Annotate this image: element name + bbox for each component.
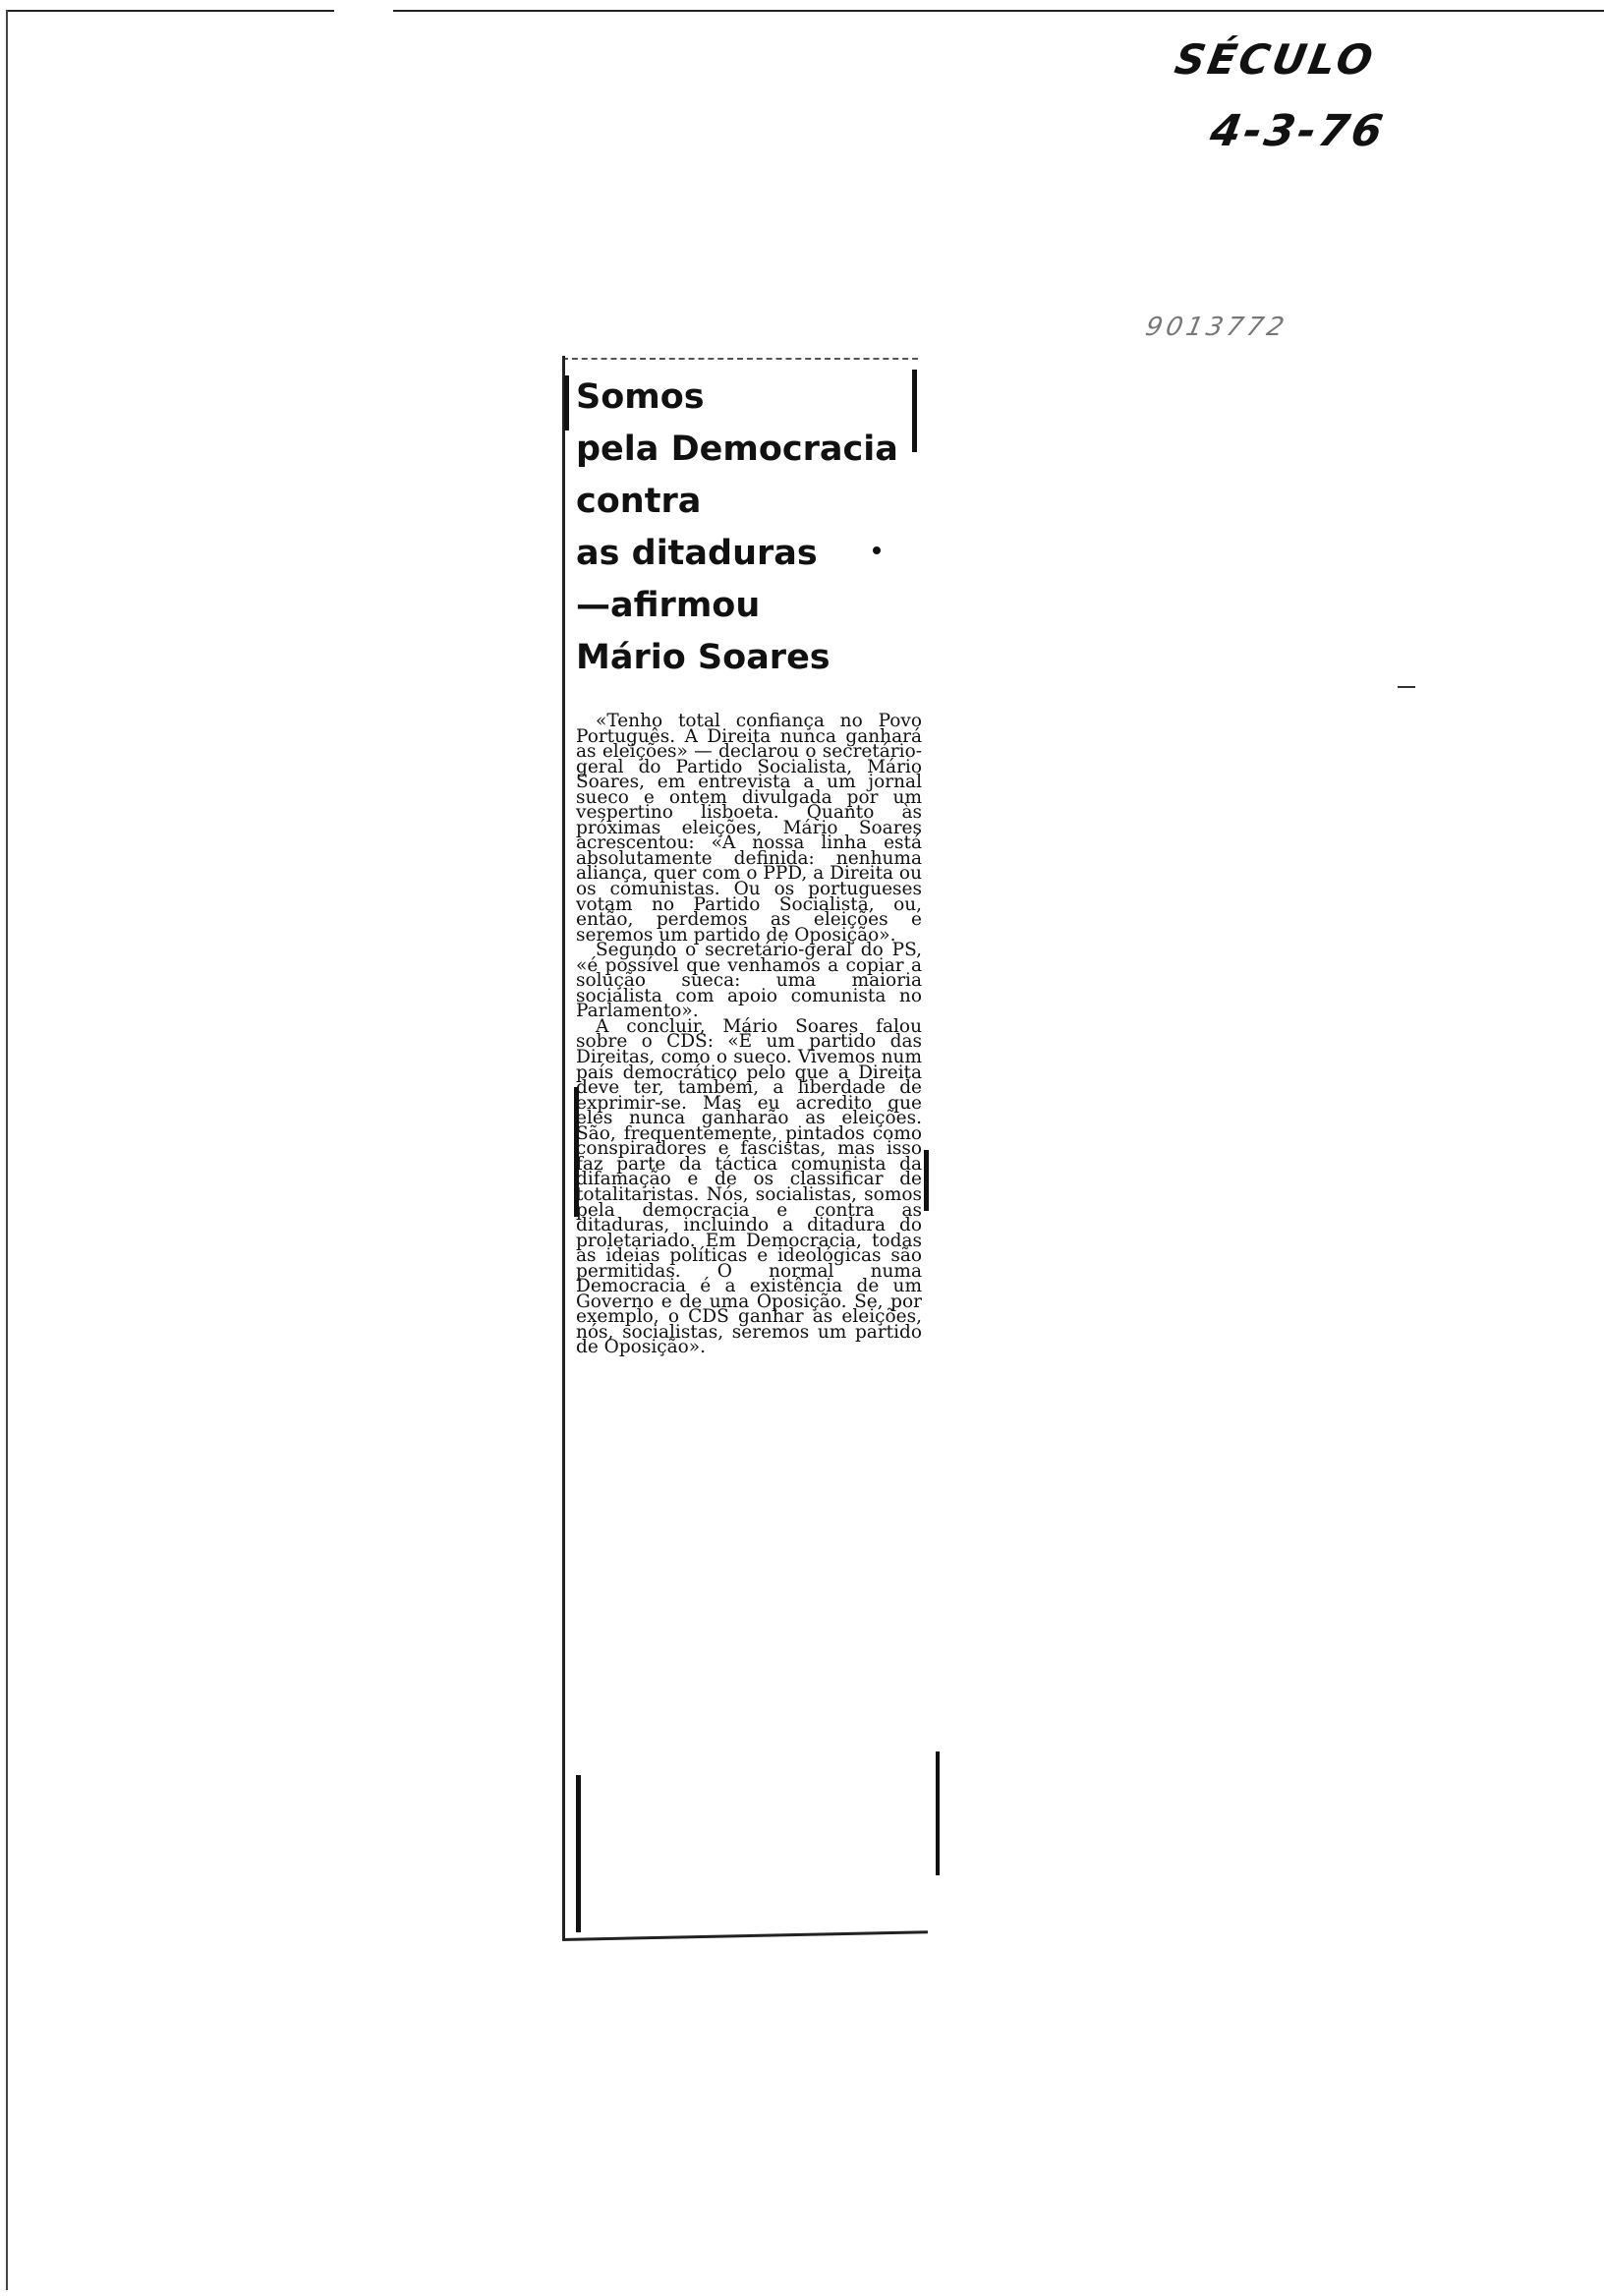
marker-bracket xyxy=(936,1751,940,1875)
headline-line: Somos xyxy=(576,377,705,417)
newspaper-clipping xyxy=(562,356,932,1946)
page-top-edge-gap xyxy=(334,6,393,14)
clipping-top-edge xyxy=(562,358,918,360)
handwritten-source: SÉCULO xyxy=(1171,35,1380,84)
article-paragraph: A concluir, Mário Soares falou sobre o CDS: «É um partido das Direitas, como o sueco. Vivemos num país democrático pelo que a Direita deve ter, também, a liberdade de exprimir-se. Mas eu acredito que eles nunca ganharão as eleições. São, frequentemente, pintados como conspiradores e fascistas, mas isso faz parte da táctica comunista da difamação e de os classificar de totalitaristas. Nós, socialistas, somos pela democracia e contra as ditaduras, incluindo a ditadura do proletariado. Em Democracia, todas as ideias políticas e ideológicas são permitidas. O normal numa Democracia é a existência de um Governo e de uma Oposição. Se, por exemplo, o CDS ganhar as eleições, nós, socialistas, seremos um partido de Oposição». xyxy=(576,1015,922,1358)
headline-line: pela Democracia xyxy=(576,430,898,469)
page-left-edge xyxy=(6,10,8,2290)
handwritten-date: 4-3-76 xyxy=(1206,106,1390,156)
article-body xyxy=(576,711,922,1358)
clipping-left-edge xyxy=(562,356,565,1940)
marker-bracket xyxy=(564,375,569,430)
headline-line: contra xyxy=(576,482,702,521)
page-top-edge xyxy=(6,10,1604,12)
headline-line: Mário Soares xyxy=(576,638,831,677)
headline-line: as ditaduras xyxy=(576,534,818,573)
article-headline xyxy=(576,372,930,684)
headline-line: —afirmou xyxy=(576,586,761,625)
handwritten-reference-number: 9013772 xyxy=(1142,313,1290,342)
marker-bracket xyxy=(576,1775,581,1932)
article-paragraph: «Tenho total confiança no Povo Português. A Direita nunca ganhará as eleições» — declarou o secretário-geral do Partido Socialista, Mário Soares, em entrevista a um jornal sueco e ontem divulgada por um vespertino lisboeta. Quanto às próximas eleições, Mário Soares acrescentou: «A nossa linha está absolutamente definida: nenhuma aliança, quer com o PPD, a Direita ou os comunistas. Ou os portugueses votam no Partido Socialista, ou, então, perdemos as eleições e seremos um partido de Oposição». xyxy=(576,711,922,946)
clipping-bottom-edge xyxy=(562,1930,928,1941)
article-paragraph: Segundo o secretário-geral do PS, «é possível que venhamos a copiar a solução sueca: uma maioria socialista com apoio comunista no Parlamento». xyxy=(576,940,922,1022)
scan-mark xyxy=(1398,686,1415,688)
marker-bracket xyxy=(924,1150,929,1211)
